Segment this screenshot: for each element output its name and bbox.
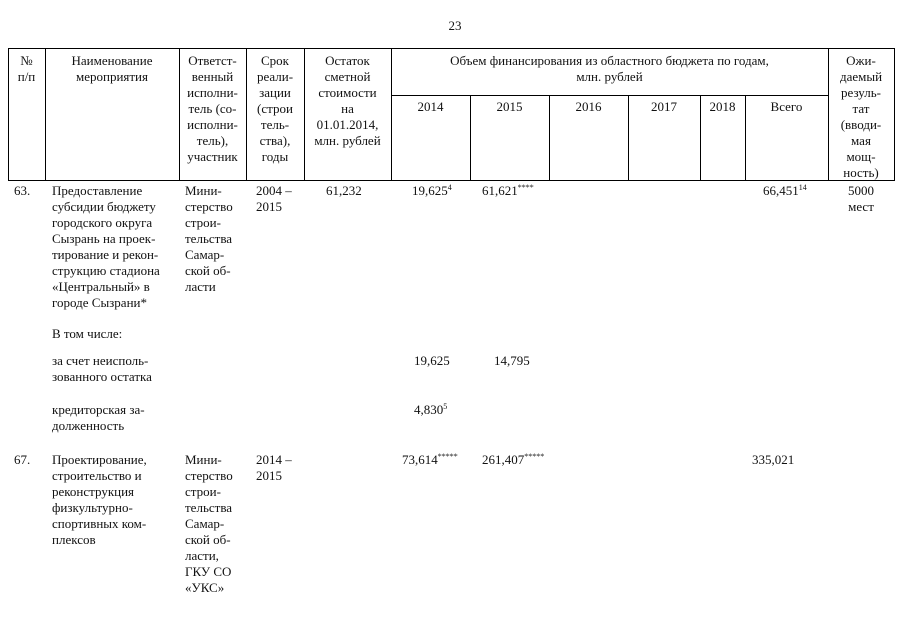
row-67-name: Проектирование, строительство и реконструкция физкультурно- спортивных ком- плексов bbox=[52, 452, 147, 547]
row-67-total: 335,021 bbox=[752, 452, 795, 467]
row-67-2015-footnote: ***** bbox=[524, 452, 545, 461]
row-63-2015-footnote: **** bbox=[517, 183, 534, 192]
row-63-total-value: 66,451 bbox=[763, 183, 799, 198]
row-63-total-footnote: 14 bbox=[798, 183, 807, 192]
unused-remainder-name: за счет неисполь- зованного остатка bbox=[52, 353, 152, 384]
unused-remainder-2015: 14,795 bbox=[494, 353, 530, 368]
header-term: Срок реали- зации (строи тель- ства), годы bbox=[256, 53, 294, 164]
unused-remainder-2014: 19,625 bbox=[414, 353, 450, 368]
creditor-debt-name: кредиторская за- долженность bbox=[52, 402, 145, 433]
creditor-debt-2014-value: 4,830 bbox=[414, 402, 444, 417]
creditor-debt-2014-footnote: 5 bbox=[443, 402, 448, 411]
row-63-2015 bbox=[482, 183, 534, 199]
year-row-divider bbox=[391, 95, 828, 96]
including-label: В том числе: bbox=[52, 326, 123, 341]
row-63-responsible: Мини- стерство строи- тельства Самар- ской об- ласти bbox=[185, 183, 233, 294]
row-63-remainder: 61,232 bbox=[326, 183, 362, 198]
header-total: Всего bbox=[770, 99, 803, 114]
header-name: Наименование мероприятия bbox=[71, 53, 153, 84]
row-63-name: Предоставление субсидии бюджету городского округа Сызрань на проек- тирование и рекон- струкцию стадиона «Центральный» в городе Сызрани* bbox=[52, 183, 160, 310]
row-63-term: 2004 – 2015 bbox=[256, 183, 292, 214]
row-67-2015-value: 261,407 bbox=[482, 452, 525, 467]
row-63-result: 5000 мест bbox=[848, 183, 874, 214]
header-year-2015: 2015 bbox=[496, 99, 523, 114]
row-63-total bbox=[763, 183, 807, 199]
row-67-2015 bbox=[482, 452, 544, 468]
row-67-num: 67. bbox=[14, 452, 31, 467]
row-63-2014 bbox=[412, 183, 452, 199]
page-number: 23 bbox=[448, 18, 462, 33]
row-63-2014-footnote: 4 bbox=[447, 183, 452, 192]
row-63-2015-value: 61,621 bbox=[482, 183, 518, 198]
row-67-term: 2014 – 2015 bbox=[256, 452, 292, 483]
row-67-2014-footnote: ***** bbox=[437, 452, 458, 461]
header-year-2017: 2017 bbox=[651, 99, 677, 114]
header-bottom-border bbox=[8, 180, 895, 181]
header-financing: Объем финансирования из областного бюджета по годам, млн. рублей bbox=[450, 53, 769, 84]
row-67-2014-value: 73,614 bbox=[402, 452, 438, 467]
header-remainder: Остаток сметной стоимости на 01.01.2014, млн. рублей bbox=[314, 53, 381, 148]
header-responsible: Ответст- венный исполни- тель (со- исполни- тель), участник bbox=[187, 53, 238, 164]
row-63-num: 63. bbox=[14, 183, 31, 198]
header-num: № п/п bbox=[17, 53, 36, 84]
header-year-2018: 2018 bbox=[709, 99, 736, 114]
col-line-12 bbox=[894, 48, 895, 181]
creditor-debt-2014 bbox=[414, 402, 447, 418]
row-67-2014 bbox=[402, 452, 458, 468]
header-result: Ожи- даемый резуль- тат (вводи- мая мощ- ность) bbox=[839, 53, 883, 180]
row-67-responsible: Мини- стерство строи- тельства Самар- ской об- ласти, ГКУ СО «УКС» bbox=[185, 452, 233, 595]
header-year-2014: 2014 bbox=[417, 99, 444, 114]
top-border bbox=[8, 48, 895, 49]
row-63-2014-value: 19,625 bbox=[412, 183, 448, 198]
header-year-2016: 2016 bbox=[575, 99, 602, 114]
